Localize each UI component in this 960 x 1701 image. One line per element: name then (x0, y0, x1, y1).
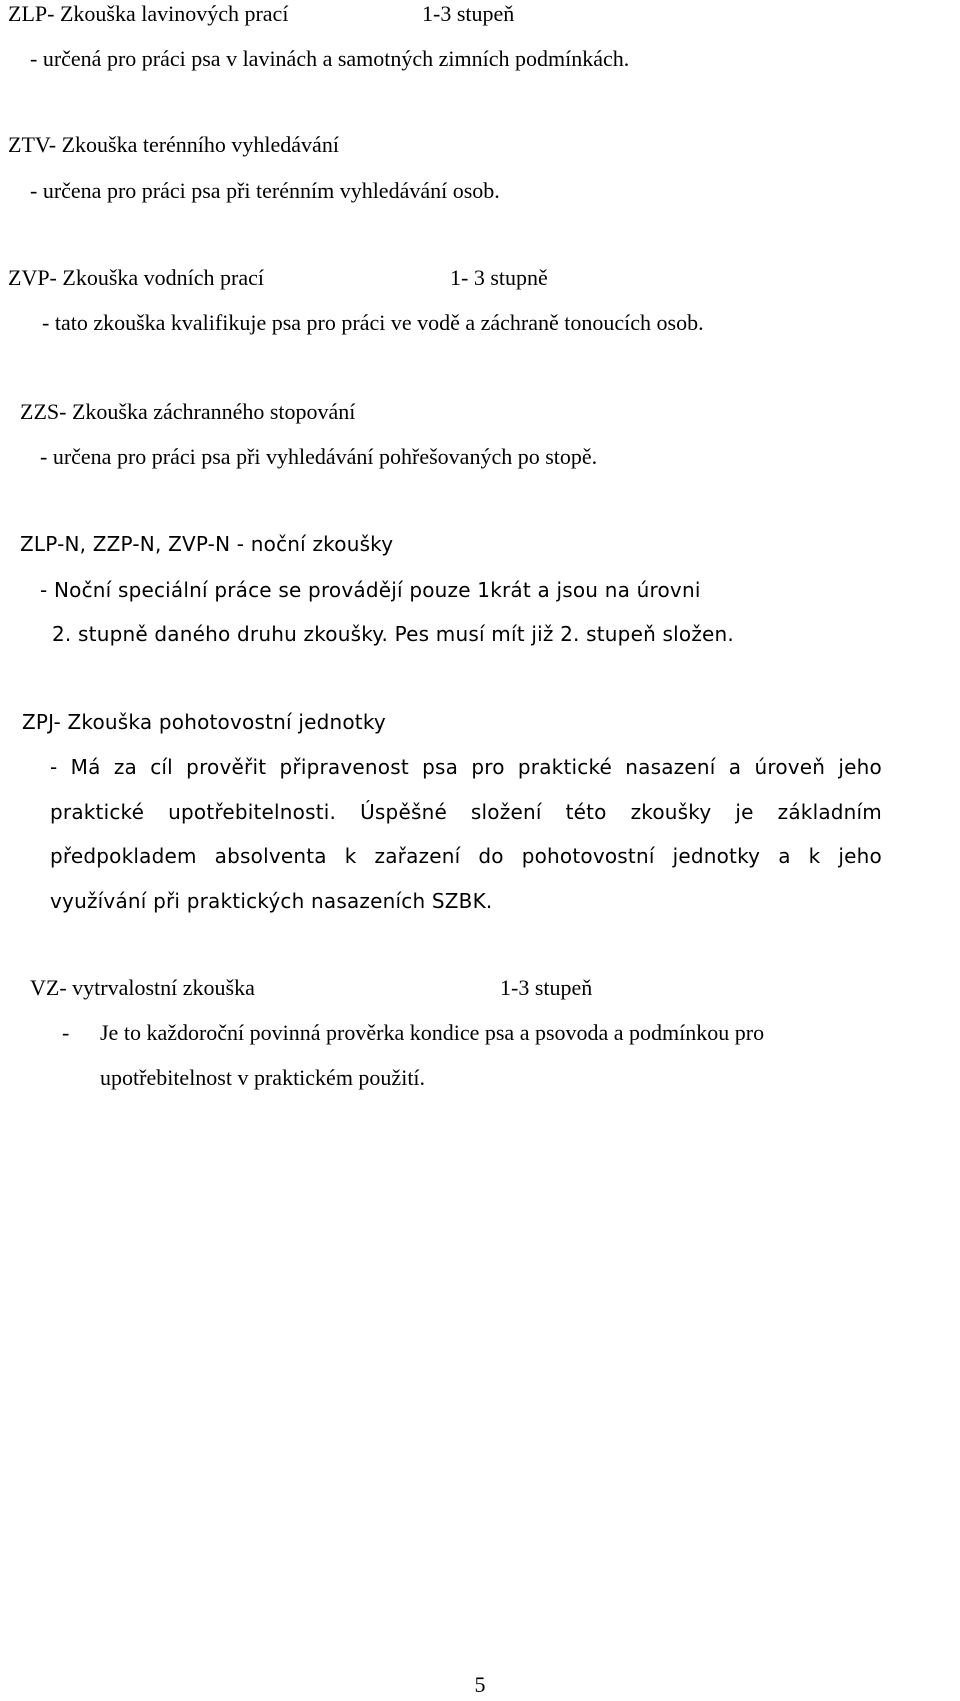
zzs-description: - určena pro práci psa při vyhledávání pohřešovaných po stopě. (40, 444, 598, 469)
zpj-line3: předpokladem absolventa k zařazení do pohotovostní jednotky a k jeho (50, 844, 882, 868)
zlp-heading (8, 1, 708, 27)
night-description-line2: 2. stupně daného druhu zkoušky. Pes musí mít již 2. stupeň složen. (52, 622, 734, 646)
vz-title: VZ- vytrvalostní zkouška (30, 975, 255, 1000)
page-number: 5 (474, 1672, 486, 1697)
zlp-grade: 1-3 stupeň (422, 1, 515, 26)
zpj-title: ZPJ- Zkouška pohotovostní jednotky (22, 710, 386, 734)
zzs-title: ZZS- Zkouška záchranného stopování (20, 399, 356, 424)
vz-heading (30, 975, 730, 1001)
zvp-title: ZVP- Zkouška vodních prací (8, 265, 264, 290)
zlp-description: - určená pro práci psa v lavinách a samotných zimních podmínkách. (30, 46, 630, 71)
vz-grade: 1-3 stupeň (500, 975, 593, 1000)
vz-line1: Je to každoroční povinná prověrka kondice psa a psovoda a podmínkou pro (100, 1020, 765, 1045)
ztv-description: - určena pro práci psa při terénním vyhledávání osob. (30, 178, 500, 203)
vz-line2: upotřebitelnost v praktickém použití. (100, 1065, 426, 1090)
zpj-line4: využívání při praktických nasazeních SZBK. (50, 889, 493, 913)
zpj-line1: - Má za cíl prověřit připravenost psa pro praktické nasazení a úroveň jeho (50, 755, 882, 779)
zvp-grade: 1- 3 stupně (450, 265, 548, 290)
vz-dash: - (62, 1020, 70, 1045)
zlp-title: ZLP- Zkouška lavinových prací (8, 1, 289, 26)
zvp-description: - tato zkouška kvalifikuje psa pro práci ve vodě a záchraně tonoucích osob. (42, 310, 704, 335)
night-description-line1: - Noční speciální práce se provádějí pouze 1krát a jsou na úrovni (40, 578, 701, 602)
zvp-heading (8, 265, 708, 291)
ztv-title: ZTV- Zkouška terénního vyhledávání (8, 132, 339, 157)
night-title: ZLP-N, ZZP-N, ZVP-N - noční zkoušky (20, 532, 394, 556)
zpj-line2: praktické upotřebitelnosti. Úspěšné složení této zkoušky je základním (50, 800, 882, 824)
